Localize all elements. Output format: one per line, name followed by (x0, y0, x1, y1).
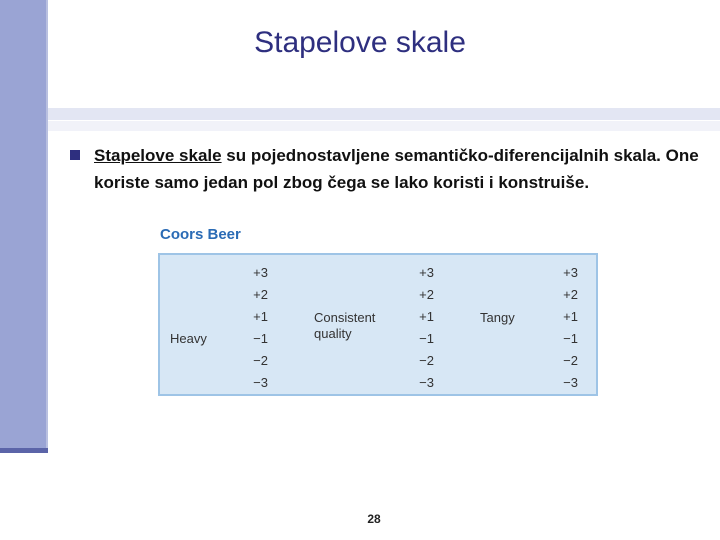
scale-value: +2 (253, 287, 268, 302)
scale-value: +3 (419, 265, 434, 280)
bullet-underlined-term: Stapelove skale (94, 146, 222, 165)
scale-value: −3 (253, 375, 268, 390)
scale-value: −2 (253, 353, 268, 368)
scale-value: +1 (253, 309, 268, 324)
scale-label-consistent-quality: Consistent quality (314, 310, 376, 341)
bullet-rest-text: su pojednostavljene semantičko-diferencijalnih skala. One koriste samo jedan pol zbog čega se lako koristi i konstruiše. (94, 146, 699, 192)
slide-title: Stapelove skale (254, 26, 466, 59)
scale-value: −3 (563, 375, 578, 390)
page-number: 28 (367, 512, 381, 526)
scale-value: +3 (563, 265, 578, 280)
scale-value: +1 (563, 309, 578, 324)
scale-value: +3 (253, 265, 268, 280)
scale-value: −3 (419, 375, 434, 390)
title-divider-band-light (48, 121, 720, 131)
scale-label-heavy: Heavy (170, 331, 207, 346)
scale-value: −1 (419, 331, 434, 346)
left-decor-bar-bottom (0, 448, 48, 453)
scale-value: +2 (563, 287, 578, 302)
square-bullet-icon (70, 150, 80, 160)
scale-value: −2 (563, 353, 578, 368)
bullet-text (94, 142, 700, 196)
scale-value: −2 (419, 353, 434, 368)
scale-value: −1 (563, 331, 578, 346)
left-decor-bar (0, 0, 48, 452)
bullet-item (70, 142, 700, 196)
stapel-scale-figure (158, 253, 598, 396)
scale-value: +2 (419, 287, 434, 302)
scale-value: −1 (253, 331, 268, 346)
scale-label-tangy: Tangy (480, 310, 515, 325)
title-divider-band (48, 108, 720, 120)
figure-title: Coors Beer (160, 226, 241, 243)
scale-value: +1 (419, 309, 434, 324)
